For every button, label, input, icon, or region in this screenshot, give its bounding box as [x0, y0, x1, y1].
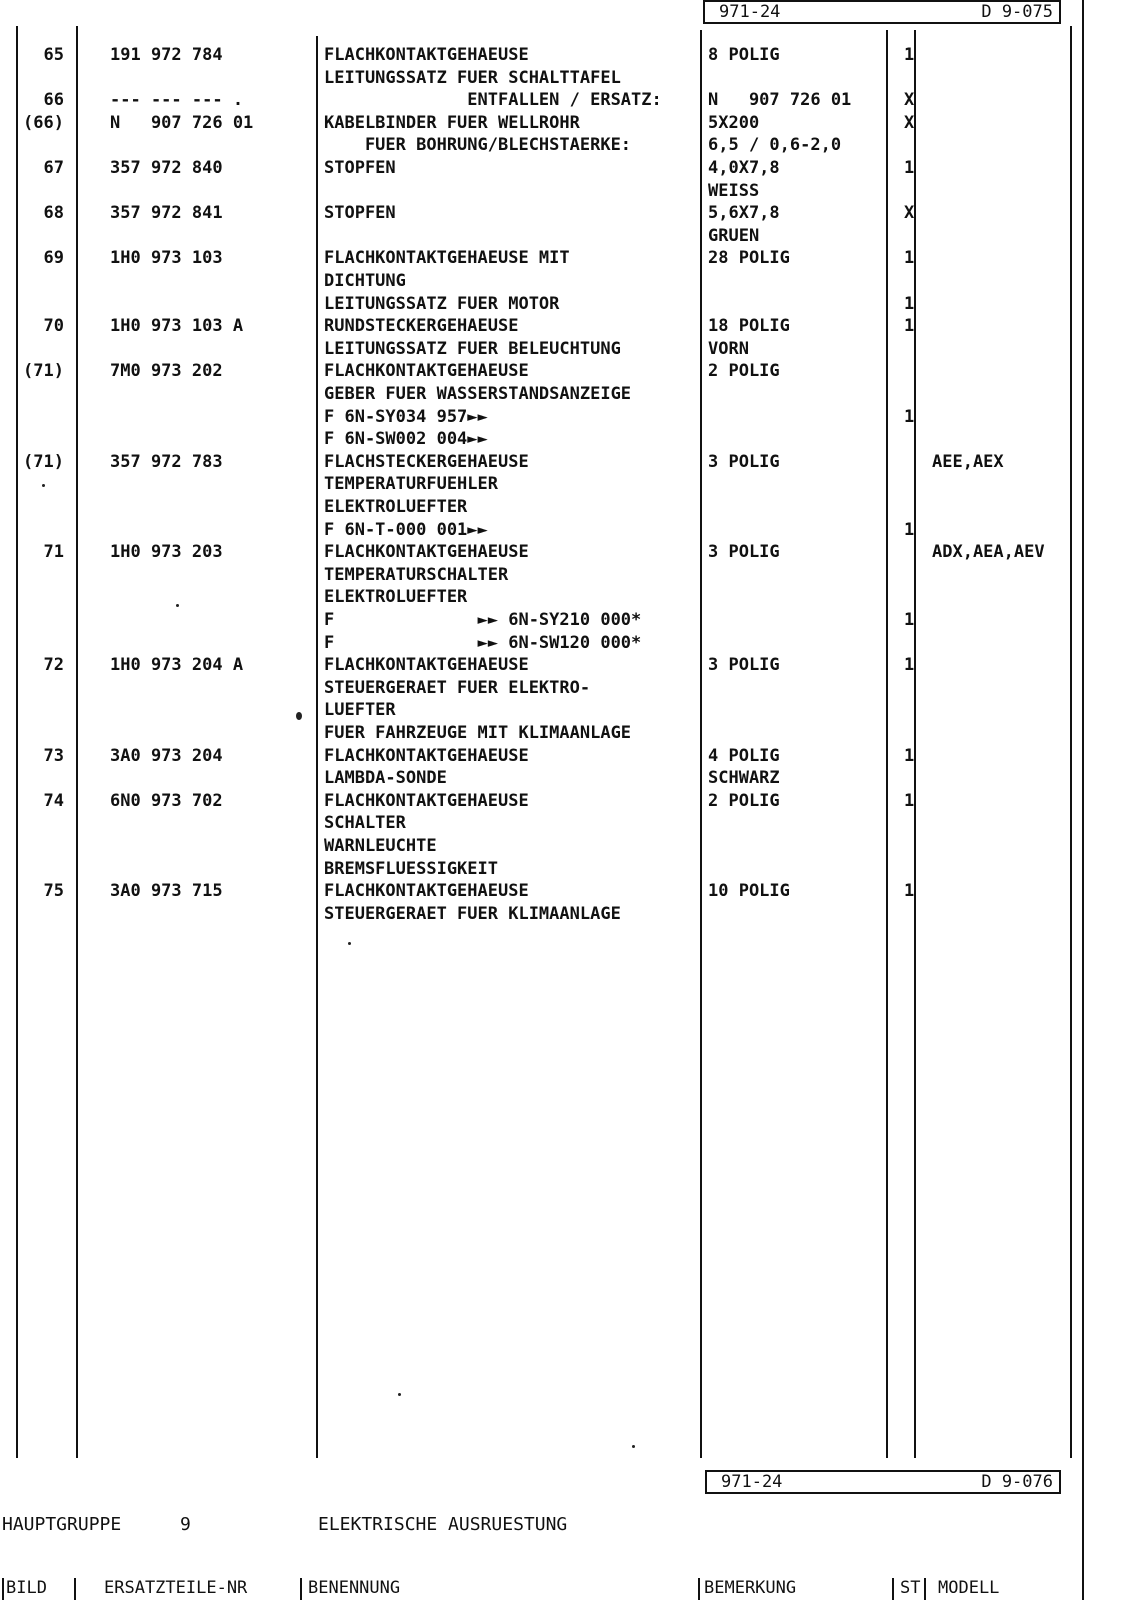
- cell-ersatzteile-nr: 357 972 783: [110, 451, 223, 472]
- header-st: ST: [900, 1578, 921, 1598]
- cell-benennung: SCHALTER: [324, 813, 406, 834]
- cell-st: 1: [904, 293, 915, 314]
- header-benennung: BENENNUNG: [308, 1578, 401, 1598]
- header-rule-5: [892, 1578, 894, 1600]
- header-modell: MODELL: [938, 1578, 1000, 1598]
- cell-benennung: FLACHKONTAKTGEHAEUSE MIT: [324, 248, 570, 269]
- cell-bemerkung: 5,6X7,8: [708, 203, 780, 224]
- cell-bemerkung: 8 POLIG: [708, 45, 780, 65]
- cell-st: 1: [904, 45, 915, 65]
- cell-bemerkung: 2 POLIG: [708, 361, 780, 382]
- column-rule-benennung: [700, 30, 702, 1458]
- header-rule-2: [74, 1578, 76, 1600]
- cell-benennung: FLACHSTECKERGEHAEUSE: [324, 451, 529, 472]
- cell-st: X: [904, 90, 915, 111]
- scan-speck: [176, 604, 179, 607]
- cell-bild: 68: [43, 203, 64, 224]
- cell-bild: 72: [43, 655, 64, 676]
- cell-benennung: RUNDSTECKERGEHAEUSE: [324, 316, 519, 337]
- cell-bild: 65: [43, 45, 64, 65]
- cell-st: 1: [904, 790, 915, 811]
- cell-ersatzteile-nr: 357 972 840: [110, 158, 223, 178]
- cell-benennung: FLACHKONTAKTGEHAEUSE: [324, 542, 529, 563]
- cell-bemerkung: 3 POLIG: [708, 451, 780, 472]
- top-reference-box: [703, 0, 1061, 24]
- cell-benennung: F ►► 6N-SY210 000*: [324, 610, 642, 630]
- cell-bemerkung: 6,5 / 0,6-2,0: [708, 135, 842, 156]
- cell-bemerkung: WEISS: [708, 180, 760, 201]
- cell-ersatzteile-nr: N 907 726 01: [110, 112, 254, 133]
- cell-bild: (71): [23, 451, 64, 472]
- cell-ersatzteile-nr: 1H0 973 204 A: [110, 655, 244, 676]
- cell-ersatzteile-nr: 6N0 973 702: [110, 790, 223, 811]
- group-label: HAUPTGRUPPE: [2, 1514, 122, 1535]
- header-rule-6: [924, 1578, 926, 1600]
- cell-bild: (66): [23, 112, 64, 133]
- cell-benennung: FLACHKONTAKTGEHAEUSE: [324, 655, 529, 676]
- cell-benennung: BREMSFLUESSIGKEIT: [324, 858, 498, 879]
- cell-bild: 73: [43, 745, 64, 766]
- header-bild: BILD: [6, 1578, 47, 1598]
- cell-benennung: LEITUNGSSATZ FUER MOTOR: [324, 293, 560, 314]
- cell-benennung: F 6N-T-000 001►►: [324, 519, 488, 540]
- column-rule-modell: [1070, 26, 1072, 1458]
- cell-ersatzteile-nr: --- --- --- .: [110, 90, 244, 111]
- cell-benennung: LAMBDA-SONDE: [324, 768, 447, 789]
- column-rule-bild: [76, 26, 78, 1458]
- scan-speck: [632, 1445, 635, 1448]
- cell-benennung: STOPFEN: [324, 203, 396, 224]
- cell-st: X: [904, 203, 915, 224]
- cell-benennung: LUEFTER: [324, 700, 396, 721]
- cell-st: 1: [904, 158, 915, 178]
- cell-benennung: STEUERGERAET FUER KLIMAANLAGE: [324, 903, 621, 924]
- bottom-reference-code: 971-24: [721, 1472, 783, 1492]
- cell-ersatzteile-nr: 191 972 784: [110, 45, 223, 65]
- cell-bemerkung: SCHWARZ: [708, 768, 780, 789]
- cell-benennung: F 6N-SY034 957►►: [324, 406, 488, 427]
- cell-bemerkung: 3 POLIG: [708, 542, 780, 563]
- cell-ersatzteile-nr: 1H0 973 103 A: [110, 316, 244, 337]
- cell-bemerkung: VORN: [708, 338, 749, 359]
- scan-speck: [42, 484, 45, 487]
- cell-st: 1: [904, 745, 915, 766]
- scan-speck: [398, 1393, 401, 1396]
- bottom-reference-page: D 9-076: [981, 1472, 1053, 1492]
- scan-speck: [296, 712, 302, 720]
- cell-benennung: LEITUNGSSATZ FUER BELEUCHTUNG: [324, 338, 621, 359]
- column-rule-bemerkung: [886, 30, 888, 1458]
- top-reference-page: D 9-075: [981, 2, 1053, 22]
- cell-benennung: FLACHKONTAKTGEHAEUSE: [324, 881, 529, 902]
- group-title: ELEKTRISCHE AUSRUESTUNG: [318, 1514, 568, 1535]
- group-number: 9: [180, 1514, 191, 1535]
- cell-bemerkung: 28 POLIG: [708, 248, 790, 269]
- cell-benennung: STOPFEN: [324, 158, 396, 178]
- cell-benennung: F 6N-SW002 004►►: [324, 429, 488, 450]
- top-reference-code: 971-24: [719, 2, 781, 22]
- cell-benennung: FLACHKONTAKTGEHAEUSE: [324, 45, 529, 65]
- cell-ersatzteile-nr: 3A0 973 204: [110, 745, 223, 766]
- cell-bemerkung: 3 POLIG: [708, 655, 780, 676]
- cell-ersatzteile-nr: 1H0 973 203: [110, 542, 223, 563]
- cell-modell: ADX,AEA,AEV: [932, 542, 1045, 563]
- cell-benennung: DICHTUNG: [324, 271, 406, 291]
- header-rule-1: [2, 1578, 4, 1600]
- scan-speck: [348, 942, 351, 945]
- cell-bild: 70: [43, 316, 64, 337]
- cell-bemerkung: GRUEN: [708, 225, 760, 246]
- cell-st: 1: [904, 655, 915, 676]
- cell-benennung: F ►► 6N-SW120 000*: [324, 632, 642, 653]
- cell-benennung: FLACHKONTAKTGEHAEUSE: [324, 745, 529, 766]
- cell-benennung: FLACHKONTAKTGEHAEUSE: [324, 790, 529, 811]
- cell-st: 1: [904, 519, 915, 540]
- cell-bemerkung: 2 POLIG: [708, 790, 780, 811]
- cell-bemerkung: 18 POLIG: [708, 316, 790, 337]
- cell-modell: AEE,AEX: [932, 451, 1004, 472]
- cell-bild: 69: [43, 248, 64, 269]
- cell-bemerkung: 5X200: [708, 112, 760, 133]
- cell-st: X: [904, 112, 915, 133]
- cell-bild: 66: [43, 90, 64, 111]
- cell-benennung: GEBER FUER WASSERSTANDSANZEIGE: [324, 384, 632, 404]
- cell-bild: 75: [43, 881, 64, 902]
- cell-ersatzteile-nr: 1H0 973 103: [110, 248, 223, 269]
- header-rule-3: [300, 1578, 302, 1600]
- cell-st: 1: [904, 881, 915, 902]
- cell-benennung: FUER BOHRUNG/BLECHSTAERKE:: [324, 135, 632, 156]
- cell-bild: 71: [43, 542, 64, 563]
- cell-benennung: FLACHKONTAKTGEHAEUSE: [324, 361, 529, 382]
- cell-bild: 74: [43, 790, 64, 811]
- column-rule-st: [914, 30, 916, 1458]
- cell-st: 1: [904, 610, 915, 630]
- cell-st: 1: [904, 406, 915, 427]
- cell-benennung: KABELBINDER FUER WELLROHR: [324, 112, 580, 133]
- cell-bild: (71): [23, 361, 64, 382]
- cell-benennung: STEUERGERAET FUER ELEKTRO-: [324, 677, 591, 698]
- cell-benennung: ENTFALLEN / ERSATZ:: [324, 90, 662, 111]
- bottom-reference-box: [705, 1470, 1061, 1494]
- cell-bemerkung: 10 POLIG: [708, 881, 790, 902]
- column-rule-teil: [316, 36, 318, 1458]
- cell-st: 1: [904, 316, 915, 337]
- cell-bemerkung: 4 POLIG: [708, 745, 780, 766]
- cell-ersatzteile-nr: 357 972 841: [110, 203, 223, 224]
- cell-benennung: TEMPERATURSCHALTER: [324, 564, 509, 585]
- cell-bemerkung: N 907 726 01: [708, 90, 852, 111]
- cell-benennung: ELEKTROLUEFTER: [324, 497, 468, 517]
- cell-ersatzteile-nr: 3A0 973 715: [110, 881, 223, 902]
- header-ersatzteile-nr: ERSATZTEILE-NR: [104, 1578, 248, 1598]
- header-bemerkung: BEMERKUNG: [704, 1578, 797, 1598]
- cell-bemerkung: 4,0X7,8: [708, 158, 780, 178]
- cell-ersatzteile-nr: 7M0 973 202: [110, 361, 223, 382]
- column-rule-left: [16, 26, 18, 1458]
- cell-benennung: LEITUNGSSATZ FUER SCHALTTAFEL: [324, 67, 621, 88]
- cell-benennung: ELEKTROLUEFTER: [324, 587, 468, 608]
- header-rule-4: [698, 1578, 700, 1600]
- cell-st: 1: [904, 248, 915, 269]
- cell-benennung: FUER FAHRZEUGE MIT KLIMAANLAGE: [324, 723, 632, 743]
- cell-bild: 67: [43, 158, 64, 178]
- page-edge-rule: [1082, 0, 1084, 1600]
- cell-benennung: WARNLEUCHTE: [324, 836, 437, 856]
- cell-benennung: TEMPERATURFUEHLER: [324, 474, 498, 495]
